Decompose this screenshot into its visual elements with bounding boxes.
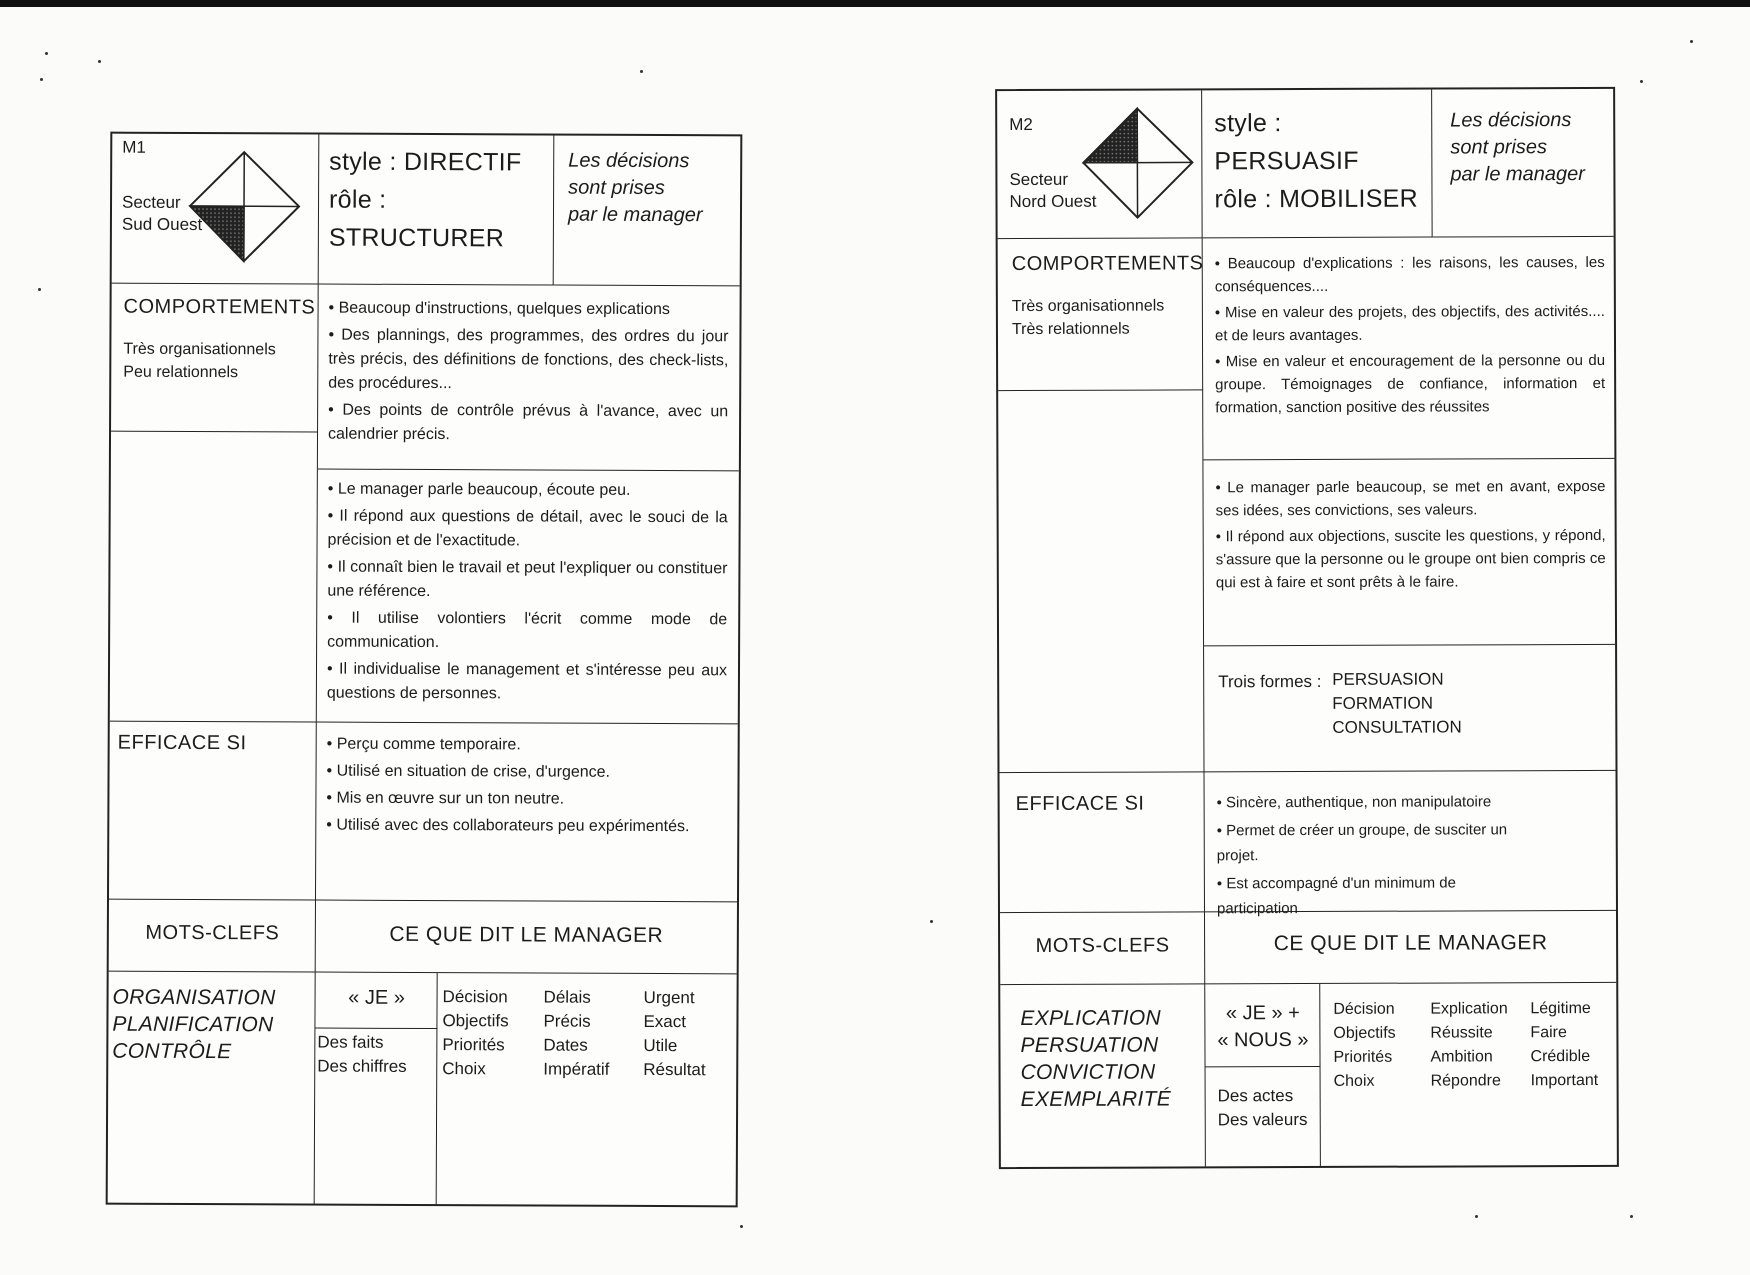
scan-speck <box>1640 80 1643 83</box>
m1-eff-bullet-3: • Mis en œuvre sur un ton neutre. <box>326 787 726 813</box>
m1-diamond-icon <box>182 144 308 270</box>
m1-word: Utile <box>643 1035 678 1056</box>
m1-faits <box>317 1031 407 1079</box>
m2-comportements-label-cell <box>998 238 1204 391</box>
m2-diamond-icon <box>1075 100 1200 225</box>
m2-comportements-sub1: Très organisationnels <box>1011 297 1165 316</box>
m2-decision <box>1450 107 1585 188</box>
m2-word: Décision <box>1333 1000 1395 1018</box>
m1-comp-bullet-2: • Des plannings, des programmes, des ordres du jour très précis, des définitions de fonctions, des check-lists, des procédures... <box>328 324 728 398</box>
m2-left-blank <box>998 390 1204 773</box>
m2-decision-line2: sont prises <box>1450 136 1548 159</box>
m1-style-cell <box>319 135 555 286</box>
m2-mgr-bullet-2: • Il répond aux objections, suscite les questions, y répond, s'assure que la personne ou le groupe ont bien compris ce qui est à faire et sont prêts à le faire. <box>1216 524 1606 594</box>
m2-pronoun-je: « JE » + <box>1225 1002 1300 1025</box>
m2-efficace-content <box>1205 771 1616 918</box>
m1-decision-line1: Les décisions <box>568 149 690 173</box>
m1-decision-line2: sont prises <box>568 176 665 200</box>
m2-word: Objectifs <box>1333 1024 1396 1042</box>
m2-style-role <box>1214 104 1431 219</box>
scan-speck <box>930 920 933 923</box>
m1-keyword-2: PLANIFICATION <box>112 1012 274 1037</box>
m2-keyword-3: CONVICTION <box>1020 1060 1156 1085</box>
m2-words-col1 <box>1333 998 1396 1094</box>
scan-speck <box>38 288 41 291</box>
m2-mgr-bullet-1: • Le manager parle beaucoup, se met en avant, expose ses idées, ses convictions, ses valeurs. <box>1215 475 1605 522</box>
m1-comportements-content <box>318 285 740 472</box>
m1-comportements-sub1: Très organisationnels <box>123 340 276 359</box>
m2-pronoun-nous: « NOUS » <box>1217 1028 1309 1052</box>
m1-efficace-list <box>326 733 726 843</box>
m2-words-col3 <box>1530 997 1598 1093</box>
scan-speck <box>740 1225 743 1228</box>
m1-comp-bullet-3: • Des points de contrôle prévus à l'avance, avec un calendrier précis. <box>328 399 728 449</box>
m2-pronoun-cell <box>1205 984 1321 1166</box>
m2-decision-cell <box>1432 89 1614 238</box>
m2-keywords-cell <box>1000 984 1206 1167</box>
m1-mgr-bullet-1: • Le manager parle beaucoup, écoute peu. <box>328 478 728 504</box>
m1-comportements-label-cell <box>111 284 319 433</box>
m2-comportements-content <box>1203 237 1615 460</box>
m2-decision-line1: Les décisions <box>1450 109 1572 132</box>
m2-sector-cell <box>997 90 1203 239</box>
scan-speck <box>1690 40 1693 43</box>
m2-comp-bullet-2: • Mise en valeur des projets, des objectifs, des activités.... et de leurs avantages. <box>1215 300 1605 347</box>
m2-mots-cell <box>1000 912 1205 985</box>
m1-word: Priorités <box>442 1035 505 1055</box>
m1-words-col2 <box>543 986 610 1082</box>
m1-keyword-3: CONTRÔLE <box>112 1039 232 1064</box>
m2-pronoun <box>1205 1000 1320 1054</box>
m2-code: M2 <box>1009 114 1033 135</box>
m2-comportements-sub <box>1012 294 1165 341</box>
m1-decision-cell <box>554 136 741 287</box>
m2-efficace-label: EFFICACE SI <box>1015 792 1145 816</box>
scan-speck <box>98 60 101 63</box>
m1-eff-bullet-2: • Utilisé en situation de crise, d'urgence. <box>327 760 727 786</box>
m2-word: Réussite <box>1430 1024 1493 1042</box>
m1-keyword-1: ORGANISATION <box>112 985 276 1010</box>
scan-top-edge <box>0 0 1750 7</box>
m2-word: Crédible <box>1530 1048 1591 1066</box>
m2-dit-cell <box>1205 911 1616 984</box>
m1-word: Résultat <box>643 1059 706 1080</box>
m2-mots-label: MOTS-CLEFS <box>1035 934 1170 957</box>
m1-eff-bullet-1: • Perçu comme temporaire. <box>327 733 727 759</box>
m2-pronoun-divider <box>1206 1066 1321 1067</box>
m1-comportements-sub2: Peu relationnels <box>123 363 239 382</box>
m2-words-col2 <box>1430 997 1508 1093</box>
m1-word: Précis <box>543 1011 591 1031</box>
m1-efficace-label: EFFICACE SI <box>117 731 247 755</box>
m1-word: Urgent <box>643 987 695 1008</box>
scan-speck <box>1475 1215 1478 1218</box>
m1-secteur-line2: Sud Ouest <box>121 214 203 235</box>
m2-formes-list <box>1332 667 1462 739</box>
m1-manager-content <box>317 470 739 725</box>
card-m2-persuasif <box>995 87 1619 1169</box>
m2-forme-3: CONSULTATION <box>1332 717 1462 737</box>
m1-decision-line3: par le manager <box>567 203 703 227</box>
m1-pronoun-divider <box>315 1028 437 1030</box>
m1-word: Impératif <box>543 1059 610 1079</box>
m2-actes-1: Des actes <box>1217 1086 1294 1106</box>
m1-mgr-bullet-3: • Il connaît bien le travail et peut l'expliquer ou constituer une référence. <box>327 556 727 606</box>
m1-efficace-content <box>316 723 738 903</box>
m1-comportements-list <box>328 297 729 452</box>
m1-eff-bullet-4: • Utilisé avec des collaborateurs peu expérimentés. <box>326 814 726 840</box>
m2-actes <box>1218 1084 1308 1132</box>
m2-secteur-line1: Secteur <box>1009 169 1069 190</box>
m2-word: Répondre <box>1430 1072 1501 1090</box>
m1-words-col3 <box>643 986 706 1082</box>
m1-code: M1 <box>122 137 146 157</box>
scan-speck <box>40 78 43 81</box>
m2-comp-bullet-1: • Beaucoup d'explications : les raisons, les causes, les conséquences.... <box>1215 251 1605 298</box>
m2-manager-content <box>1203 459 1615 646</box>
scan-speck <box>45 52 48 55</box>
card-m1-directif <box>106 132 743 1208</box>
m2-formes-cell <box>1204 645 1615 772</box>
m1-dit-cell <box>316 901 737 975</box>
m2-word: Priorités <box>1333 1048 1393 1066</box>
m1-mots-cell <box>109 900 316 973</box>
m2-word: Ambition <box>1430 1048 1493 1066</box>
m2-dit-label: CE QUE DIT LE MANAGER <box>1273 931 1548 956</box>
m1-comportements-label: COMPORTEMENTS <box>123 295 316 319</box>
m1-style-role <box>329 143 553 258</box>
m1-dit-label: CE QUE DIT LE MANAGER <box>389 922 664 948</box>
m2-keyword-1: EXPLICATION <box>1020 1006 1162 1031</box>
m2-word: Légitime <box>1530 1000 1591 1018</box>
m1-sector-cell <box>112 134 320 285</box>
m1-faits-2: Des chiffres <box>317 1056 407 1076</box>
m2-word: Faire <box>1530 1024 1567 1042</box>
m2-eff-bullet-3: • Est accompagné d'un minimum de participation <box>1217 870 1517 921</box>
m2-efficace-list <box>1217 789 1517 924</box>
m1-comp-bullet-1: • Beaucoup d'instructions, quelques explications <box>329 297 729 323</box>
m1-efficace-label-cell <box>109 722 317 901</box>
m2-forme-2: FORMATION <box>1332 693 1434 713</box>
m2-formes-label: Trois formes : <box>1218 671 1322 692</box>
m2-word: Important <box>1530 1071 1599 1090</box>
m1-word: Objectifs <box>442 1011 509 1031</box>
m2-role: rôle : MOBILISER <box>1214 184 1419 214</box>
m2-comportements-list <box>1215 251 1606 422</box>
m1-faits-1: Des faits <box>317 1032 384 1052</box>
m1-decision <box>568 148 703 230</box>
m2-keyword-2: PERSUATION <box>1020 1033 1159 1058</box>
m1-style: style : DIRECTIF <box>329 147 522 177</box>
m2-style: style : PERSUASIF <box>1214 109 1359 176</box>
m1-keywords <box>112 984 275 1066</box>
m2-word: Choix <box>1333 1072 1375 1090</box>
m1-mgr-bullet-5: • Il individualise le management et s'intéresse peu aux questions de personnes. <box>327 658 727 708</box>
m1-mgr-bullet-4: • Il utilise volontiers l'écrit comme mode de communication. <box>327 607 727 657</box>
m1-comportements-sub <box>123 338 276 385</box>
m2-comportements-label: COMPORTEMENTS <box>1011 252 1204 276</box>
m1-words-col1 <box>442 985 509 1081</box>
m2-keywords <box>1020 1004 1171 1113</box>
m1-secteur-line1: Secteur <box>121 192 181 212</box>
m1-word: Délais <box>543 987 591 1007</box>
m1-word: Décision <box>442 987 508 1007</box>
m2-actes-2: Des valeurs <box>1217 1110 1308 1130</box>
m2-style-cell <box>1202 90 1433 239</box>
scan-speck <box>640 70 643 73</box>
m1-word: Exact <box>643 1011 687 1032</box>
m1-manager-list <box>327 478 728 711</box>
m2-keyword-4: EXEMPLARITÉ <box>1020 1087 1172 1112</box>
m2-word: Explication <box>1430 1000 1508 1018</box>
m1-keywords-cell <box>108 972 316 1206</box>
m1-pronoun: « JE » <box>348 986 405 1009</box>
scan-speck <box>1630 1215 1633 1218</box>
m1-mots-label: MOTS-CLEFS <box>145 921 280 945</box>
m2-manager-list <box>1215 475 1605 597</box>
m2-eff-bullet-2: • Permet de créer un groupe, de susciter un projet. <box>1217 817 1517 868</box>
m1-word: Dates <box>543 1035 588 1055</box>
m1-left-blank <box>110 432 318 723</box>
m2-secteur-line2: Nord Ouest <box>1009 191 1097 212</box>
m1-pronoun-cell <box>315 973 438 1207</box>
m2-comportements-sub2: Très relationnels <box>1011 320 1130 339</box>
m2-decision-line3: par le manager <box>1450 163 1585 186</box>
m2-comp-bullet-3: • Mise en valeur et encouragement de la personne ou du groupe. Témoignages de confiance, information et formation, sanction positive des réussites <box>1215 349 1605 419</box>
m2-eff-bullet-1: • Sincère, authentique, non manipulatoire <box>1217 789 1517 815</box>
m2-efficace-label-cell <box>1000 772 1205 913</box>
m1-role: rôle : STRUCTURER <box>328 185 505 253</box>
m1-mgr-bullet-2: • Il répond aux questions de détail, avec le souci de la précision et de l'exactitude. <box>328 505 728 555</box>
m1-word: Choix <box>442 1059 486 1079</box>
m2-forme-1: PERSUASION <box>1332 669 1444 689</box>
